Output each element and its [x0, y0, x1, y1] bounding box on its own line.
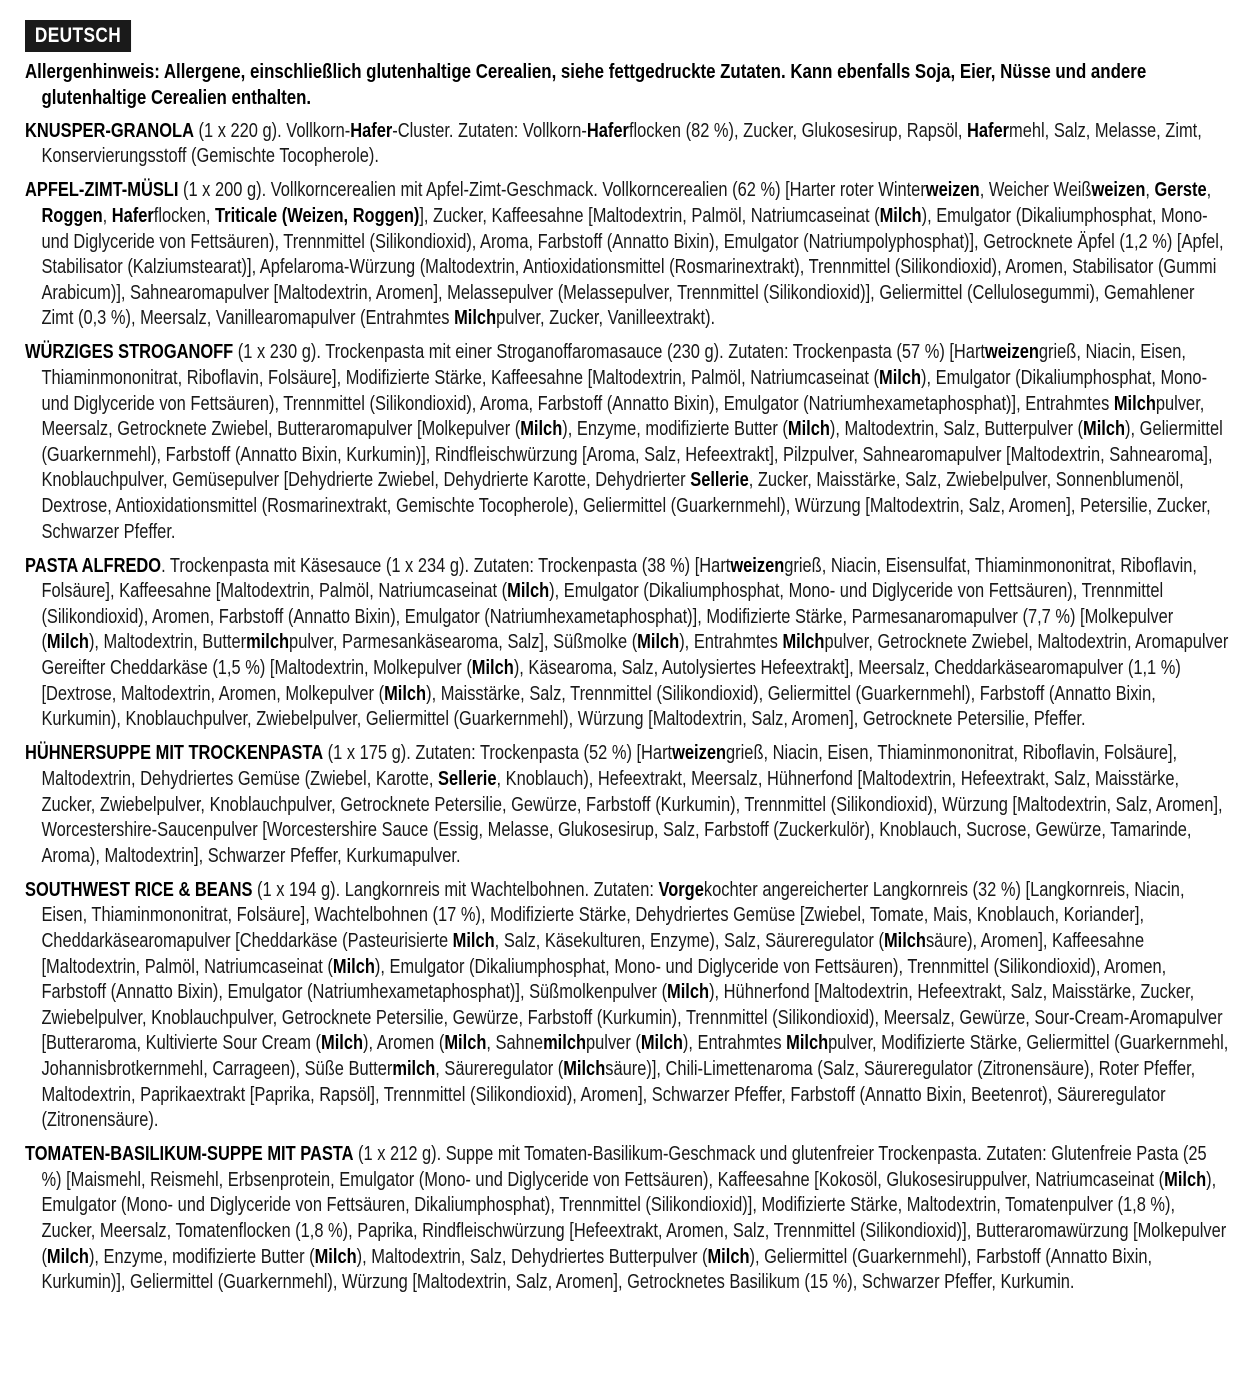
ingredient-text: , Zucker, Maisstärke, Salz, Zwiebelpulver, Sonnenblumenöl, Dextrose, Antioxidationsmittel (Rosmarinextrakt, Gemischte Tocopherole), Geliermittel (Guarkernmehl), Würzung [Maltodextrin, Salz, Aromen], Petersilie, Zucker, Schwarzer Pfeffer.	[41, 469, 1211, 543]
product-paragraph	[25, 1142, 1229, 1296]
ingredient-text: -Cluster. Zutaten: Vollkorn-	[392, 119, 587, 142]
allergen-bold-text: Milch	[879, 367, 922, 390]
allergen-bold-text: Sellerie	[437, 767, 497, 790]
ingredient-text: ), Käsearoma, Salz, Autolysiertes Hefeextrakt], Meersalz, Cheddarkäsearomapulver (1,1 %) [Dextrose, Maltodextrin, Aromen, Molkepulver (	[41, 657, 1181, 705]
product-paragraph	[25, 741, 1229, 869]
ingredient-text: ), Geliermittel (Guarkernmehl), Farbstoff (Annatto Bixin, Kurkumin)], Geliermittel (Guarkernmehl), Würzung [Maltodextrin, Salz, Aromen], Getrocknetes Basilikum (15 %), Schwarzer Pfeffer, Kurkumin.	[41, 1245, 1153, 1294]
product-paragraph	[25, 178, 1229, 332]
allergen-bold-text: Triticale (Weizen, Roggen)	[215, 204, 420, 227]
product-title: APFEL-ZIMT-MÜSLI	[25, 179, 179, 202]
allergen-bold-text: Hafer	[967, 119, 1010, 142]
allergen-bold-text: Milch	[640, 1032, 683, 1055]
allergen-bold-text: Milch	[782, 631, 825, 654]
ingredient-text: (1 x 212 g). Suppe mit Tomaten-Basilikum-Geschmack und glutenfreier Trockenpasta. Zutaten: Glutenfreie Pasta (25 %) [Maismehl, Reismehl, Erbsenprotein, Emulgator (Mono- und Diglyceride von Fettsäuren), Kaffeesahne [Kokosöl, Glukosesiruppulver, Natriumcaseinat (	[41, 1143, 1207, 1191]
ingredient-text: ), Enzyme, modifizierte Butter (	[88, 1245, 315, 1268]
product-title: TOMATEN-BASILIKUM-SUPPE MIT PASTA	[25, 1143, 354, 1166]
ingredient-text: (1 x 200 g). Vollkorncerealien mit Apfel-Zimt-Geschmack. Vollkorncerealien (62 %) [Harter roter Winter	[178, 179, 926, 202]
ingredient-text: , Salz, Käsekulturen, Enzyme), Salz, Säureregulator (	[494, 930, 884, 952]
ingredient-text: pulver, Parmesankäsearoma, Salz], Süßmolke (	[289, 631, 638, 654]
ingredient-text: pulver, Modifizierte Stärke, Geliermittel (Guarkernmehl, Johannisbrotkernmehl, Carrageen), Süße Butter	[41, 1032, 1229, 1080]
ingredient-text: pulver, Zucker, Vanilleextrakt).	[496, 307, 716, 330]
allergen-bold-text: Sellerie	[690, 469, 749, 492]
allergen-bold-text: Milch	[1113, 392, 1156, 415]
product-list	[25, 119, 1229, 1296]
ingredient-text: ), Emulgator (Dikaliumphosphat, Mono- und Diglyceride von Fettsäuren), Trennmittel (Silikondioxid), Aromen, Farbstoff (Annatto Bixin), Emulgator (Natriumhexametaphosphat)], Süßmolkenpulver (	[41, 955, 1167, 1004]
ingredient-text: pulver (	[586, 1032, 641, 1055]
ingredient-text: ), Entrahmtes	[682, 1032, 787, 1055]
allergen-bold-text: Gerste	[1154, 179, 1207, 202]
allergen-bold-text: Milch	[883, 930, 926, 952]
ingredient-text: , Weicher Weiß	[979, 179, 1092, 202]
allergen-bold-text: Milch	[707, 1245, 750, 1268]
ingredient-text: kochter angereicherter Langkornreis (32 %) [Langkornreis, Niacin, Eisen, Thiaminmononitrat, Folsäure], Wachtelbohnen (17 %), Modifizierte Stärke, Dehydriertes Gemüse [Zwiebel, Tomate, Mais, Knoblauch, Koriander], Cheddarkäsearomapulver [Cheddarkäse (Pasteurisierte	[41, 878, 1185, 952]
ingredient-text: (1 x 194 g). Langkornreis mit Wachtelbohnen. Zutaten:	[252, 878, 659, 901]
ingredient-text: ), Emulgator (Dikaliumphosphat, Mono- und Diglyceride von Fettsäuren), Trennmittel (Silikondioxid), Aromen, Farbstoff (Annatto Bixin), Emulgator (Natriumhexametaphosphat)], Modifizierte Stärke, Parmesanaromapulver (7,7 %) [Molkepulver (	[41, 580, 1174, 654]
allergen-bold-text: Milch	[563, 1057, 606, 1080]
ingredient-text: ), Aromen (	[363, 1032, 445, 1055]
allergen-bold-text: weizen	[1091, 179, 1146, 202]
ingredient-text: grieß, Niacin, Eisen, Thiaminmononitrat, Riboflavin, Folsäure], Modifizierte Stärke, Kaffeesahne [Maltodextrin, Palmöl, Natriumcaseinat (	[41, 341, 1186, 390]
ingredient-text: (1 x 175 g). Zutaten: Trockenpasta (52 %) [Hart	[323, 742, 673, 765]
allergen-bold-text: Vorge	[658, 878, 704, 901]
ingredient-text: ), Hühnerfond [Maltodextrin, Hefeextrakt, Salz, Maisstärke, Zucker, Zwiebelpulver, Knoblauchpulver, Getrocknete Petersilie, Gewürze, Farbstoff (Kurkumin), Trennmittel (Silikondioxid), Meersalz, Gewürze, Sour-Cream-Aromapulver [Butteraroma, Kultivierte Sour Cream (	[41, 981, 1223, 1055]
product-title: WÜRZIGES STROGANOFF	[25, 341, 234, 364]
ingredient-text: ], Zucker, Kaffeesahne [Maltodextrin, Palmöl, Natriumcaseinat (	[419, 204, 880, 227]
product-paragraph	[25, 340, 1229, 545]
allergen-bold-text: Milch	[1164, 1168, 1207, 1191]
ingredient-text: ), Enzyme, modifizierte Butter (	[562, 418, 788, 441]
allergen-bold-text: Milch	[452, 930, 495, 952]
ingredient-text: . Trockenpasta mit Käsesauce (1 x 234 g). Zutaten: Trockenpasta (38 %) [Hart	[161, 554, 731, 577]
allergen-bold-text: Hafer	[350, 119, 393, 142]
allergen-bold-text: Milch	[314, 1245, 357, 1268]
ingredient-text: ), Maisstärke, Salz, Trennmittel (Silikondioxid), Geliermittel (Guarkernmehl), Farbstoff (Annatto Bixin, Kurkumin), Knoblauchpulver, Zwiebelpulver, Geliermittel (Guarkernmehl), Würzung [Maltodextrin, Salz, Aromen], Getrocknete Petersilie, Pfeffer.	[41, 682, 1156, 731]
allergen-bold-text: Milch	[879, 204, 922, 227]
allergen-note: Allergenhinweis: Allergene, einschließlich glutenhaltige Cerealien, siehe fettgedruckte Zutaten. Kann ebenfalls Soja, Eier, Nüsse und andere glutenhaltige Cerealien enthalten.	[25, 60, 1147, 109]
ingredient-text: ,	[102, 204, 112, 227]
ingredient-text: ), Emulgator (Mono- und Diglyceride von Fettsäuren, Dikaliumphosphat), Trennmittel (Silikondioxid)], Modifizierte Stärke, Maltodextrin, Tomatenpulver (1,8 %), Zucker, Meersalz, Tomatenflocken (1,8 %), Paprika, Rindfleischwürzung [Hefeextrakt, Aromen, Salz, Trennmittel (Silikondioxid)], Butteraromawürzung [Molkepulver (	[41, 1168, 1227, 1268]
ingredient-text: pulver, Meersalz, Getrocknete Zwiebel, Butteraromapulver [Molkepulver (	[41, 392, 1205, 441]
allergen-bold-text: Milch	[321, 1032, 364, 1055]
ingredient-text: ), Emulgator (Dikaliumphosphat, Mono- und Diglyceride von Fettsäuren), Trennmittel (Silikondioxid), Aroma, Farbstoff (Annatto Bixin), Emulgator (Natriumpolyphosphat)], Getrocknete Äpfel (1,2 %) [Apfel, Stabilisator (Kalziumstearat)], Apfelaroma-Würzung (Maltodextrin, Antioxidationsmittel (Rosmarinextrakt), Trennmittel (Silikondioxid), Aromen, Stabilisator (Gummi Arabicum)], Sahnearomapulver [Maltodextrin, Aromen], Melassepulver (Melassepulver, Trennmittel (Silikondioxid)], Geliermittel (Cellulosegummi), Gemahlener Zimt (0,3 %), Meersalz, Vanillearomapulver (Entrahmtes	[41, 204, 1224, 330]
ingredient-text: , Säureregulator (	[435, 1057, 564, 1080]
allergen-bold-text: Milch	[667, 981, 710, 1004]
allergen-bold-text: Hafer	[111, 204, 154, 227]
allergen-bold-text: Hafer	[586, 119, 629, 142]
allergen-bold-text: Milch	[1083, 418, 1126, 441]
allergen-bold-text: Milch	[786, 1032, 829, 1055]
allergen-bold-text: Milch	[384, 682, 427, 705]
allergen-bold-text: weizen	[672, 742, 727, 765]
ingredient-text: ), Maltodextrin, Salz, Dehydriertes Butterpulver (	[356, 1245, 708, 1268]
allergen-bold-text: Milch	[637, 631, 680, 654]
ingredient-text: ), Maltodextrin, Salz, Butterpulver (	[829, 418, 1084, 441]
ingredient-text: säure)], Chili-Limettenaroma (Salz, Säureregulator (Zitronensäure), Roter Pfeffer, Maltodextrin, Paprikaextrakt [Paprika, Rapsöl], Trennmittel (Silikondioxid), Aromen], Schwarzer Pfeffer, Farbstoff (Annatto Bixin, Beetenrot), Säureregulator (Zitronensäure).	[41, 1057, 1196, 1132]
ingredient-text: ), Geliermittel (Guarkernmehl), Farbstoff (Annatto Bixin, Kurkumin)], Rindfleischwürzung [Aroma, Salz, Hefeextrakt], Pilzpulver, Sahnearomapulver [Maltodextrin, Sahnearoma], Knoblauchpulver, Gemüsepulver [Dehydrierte Zwiebel, Dehydrierte Karotte, Dehydrierter	[41, 418, 1223, 492]
product-paragraph	[25, 878, 1229, 1134]
allergen-bold-text: milch	[246, 631, 290, 654]
ingredient-text: ,	[1206, 179, 1212, 202]
ingredient-text: säure), Aromen], Kaffeesahne [Maltodextrin, Palmöl, Natriumcaseinat (	[41, 930, 1145, 978]
ingredient-text: ), Entrahmtes	[679, 631, 783, 654]
allergen-bold-text: weizen	[925, 179, 980, 202]
ingredient-text: grieß, Niacin, Eisen, Thiaminmononitrat, Riboflavin, Folsäure], Maltodextrin, Dehydriertes Gemüse (Zwiebel, Karotte,	[41, 742, 1178, 790]
product-title: HÜHNERSUPPE MIT TROCKENPASTA	[25, 742, 324, 765]
ingredient-text: (1 x 230 g). Trockenpasta mit einer Stroganoffaromasauce (230 g). Zutaten: Trockenpasta (57 %) [Hart	[233, 341, 985, 364]
ingredient-text: pulver, Getrocknete Zwiebel, Maltodextrin, Aromapulver Gereifter Cheddarkäse (1,5 %) [Maltodextrin, Molkepulver (	[41, 631, 1229, 680]
ingredient-text: ), Emulgator (Dikaliumphosphat, Mono- und Diglyceride von Fettsäuren), Trennmittel (Silikondioxid), Aroma, Farbstoff (Annatto Bixin), Emulgator (Natriumhexametaphosphat)], Entrahmtes	[41, 367, 1208, 415]
label-content	[25, 20, 1229, 1304]
ingredient-text: flocken (82 %), Zucker, Glukosesirup, Rapsöl,	[628, 119, 968, 142]
allergen-bold-text: Milch	[471, 657, 514, 680]
allergen-bold-text: milch	[392, 1057, 436, 1080]
allergen-bold-text: Roggen	[41, 204, 103, 227]
ingredient-text: , Knoblauch), Hefeextrakt, Meersalz, Hühnerfond [Maltodextrin, Hefeextrakt, Salz, Maisstärke, Zucker, Zwiebelpulver, Knoblauchpulver, Getrocknete Petersilie, Gewürze, Farbstoff (Kurkumin), Trennmittel (Silikondioxid), Würzung [Maltodextrin, Salz, Aromen], Worcestershire-Saucenpulver [Worcestershire Sauce (Essig, Melasse, Glukosesirup, Salz, Farbstoff (Zuckerkulör), Knoblauch, Sucrose, Gewürze, Tamarinde, Aroma), Maltodextrin], Schwarzer Pfeffer, Kurkumapulver.	[41, 767, 1223, 867]
ingredient-text: ), Maltodextrin, Butter	[88, 631, 247, 654]
product-paragraph	[25, 119, 1229, 170]
allergen-bold-text: weizen	[730, 554, 785, 577]
product-title: SOUTHWEST RICE & BEANS	[25, 878, 253, 901]
product-title: PASTA ALFREDO	[25, 554, 162, 577]
ingredient-text: (1 x 220 g). Vollkorn-	[193, 119, 351, 142]
ingredient-text: , Sahne	[486, 1032, 544, 1055]
ingredient-text: grieß, Niacin, Eisensulfat, Thiaminmononitrat, Riboflavin, Folsäure], Kaffeesahne [Maltodextrin, Palmöl, Natriumcaseinat (	[41, 554, 1197, 603]
allergen-bold-text: milch	[543, 1032, 587, 1055]
language-badge: DEUTSCH	[25, 20, 131, 52]
allergen-bold-text: Milch	[520, 418, 563, 441]
allergen-bold-text: weizen	[984, 341, 1039, 364]
allergen-bold-text: Milch	[787, 418, 830, 441]
allergen-bold-text: Milch	[332, 955, 375, 978]
product-title: KNUSPER-GRANOLA	[25, 119, 194, 142]
allergen-bold-text: Milch	[46, 631, 89, 654]
allergen-bold-text: Milch	[507, 580, 550, 603]
ingredient-text: flocken,	[153, 204, 216, 227]
allergen-bold-text: Milch	[454, 307, 497, 330]
allergen-bold-text: Milch	[46, 1245, 89, 1268]
allergen-bold-text: Milch	[444, 1032, 487, 1055]
ingredient-text: mehl, Salz, Melasse, Zimt, Konservierungsstoff (Gemischte Tocopherole).	[41, 119, 1202, 168]
ingredient-text: ,	[1145, 179, 1155, 202]
product-paragraph	[25, 554, 1229, 733]
